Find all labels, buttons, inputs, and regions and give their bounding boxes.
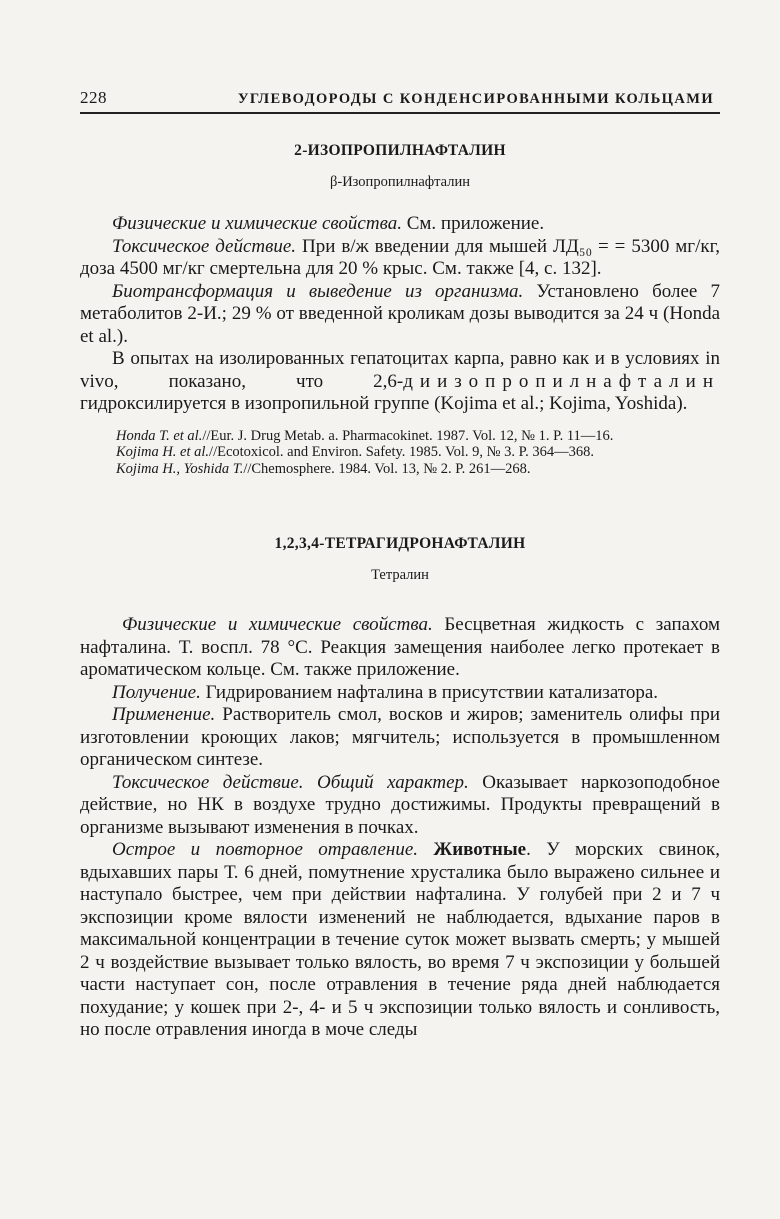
paragraph xyxy=(80,281,720,349)
reference-authors: Kojima H., Yoshida T. xyxy=(116,460,244,477)
reference-text: //Chemosphere. 1984. Vol. 13, № 2. P. 261—268. xyxy=(243,460,531,477)
reference-item xyxy=(80,461,720,478)
paragraph-text: В опытах на изолированных гепатоцитах карпа, равно как и в условиях in vivo, показано, что 2,6- xyxy=(80,348,720,392)
section-title: 1,2,3,4-ТЕТРАГИДРОНАФТАЛИН xyxy=(274,535,526,552)
reference-item xyxy=(80,428,720,445)
section-synonym: Тетралин xyxy=(371,567,429,583)
paragraph-lead: Физические и химические свойства. xyxy=(122,614,433,635)
reference-authors: Honda T. et al. xyxy=(116,427,203,444)
paragraph xyxy=(80,772,720,840)
spaced-term: диизопропилнафталин xyxy=(403,370,720,392)
paragraph-lead: Токсическое действие. Общий характер. xyxy=(112,771,469,793)
page-number: 228 xyxy=(80,88,107,107)
paragraph-text: При в/ж введении для мышей ЛД₅₀ = = 5300 мг/кг, доза 4500 мг/кг смертельна для 20 % крыс. См. также [4, с. 132]. xyxy=(80,235,720,279)
section-title: 2-ИЗОПРОПИЛНАФТАЛИН xyxy=(294,142,506,159)
paragraph-lead: Получение. xyxy=(112,681,201,703)
paragraph xyxy=(80,236,720,281)
paragraph-lead: Применение. xyxy=(112,704,216,725)
paragraph xyxy=(80,348,720,416)
running-title: УГЛЕВОДОРОДЫ С КОНДЕНСИРОВАННЫМИ КОЛЬЦАМИ xyxy=(237,91,714,107)
paragraph-lead: Физические и химические свойства. xyxy=(112,213,402,234)
paragraph xyxy=(80,682,720,705)
paragraph-text: Растворитель смол, восков и жиров; заменитель олифы при изготовлении кроющих лаков; мягчитель; используется в промышленном органическом синтезе. xyxy=(80,704,720,770)
paragraph-text: Бесцветная жидкость с запахом нафталина. Т. воспл. 78 °С. Реакция замещения наиболее легко протекает в ароматическом кольце. См. также приложение. xyxy=(80,614,720,680)
reference-list xyxy=(80,428,720,478)
paragraph-text: Установлено более 7 метаболитов 2-И.; 29 % от введенной кроликам дозы выводится за 24 ч (Honda et al.). xyxy=(80,280,720,347)
section-synonym: β-Изопропилнафталин xyxy=(329,174,470,190)
paragraph-text: См. приложение. xyxy=(401,213,545,234)
paragraph xyxy=(80,614,720,682)
paragraph xyxy=(80,213,720,236)
paragraph-bold: Животные xyxy=(418,839,527,860)
paragraph-text: Гидрированием нафталина в присутствии катализатора. xyxy=(200,681,659,703)
paragraph xyxy=(80,704,720,772)
running-header xyxy=(80,88,720,114)
paragraph-lead: Токсическое действие. xyxy=(112,235,297,257)
page xyxy=(80,88,720,1042)
reference-item xyxy=(80,444,720,461)
reference-text: //Eur. J. Drug Metab. a. Pharmacokinet. 1987. Vol. 12, № 1. P. 11—16. xyxy=(202,427,614,444)
paragraph-text: . У морских свинок, вдыхавших пары Т. 6 дней, помутнение хрусталика было выражено сильнее и наступало быстрее, чем при действии нафталина. У голубей при 2 и 7 ч экспозиции кроме вялости изменений не наблюдается, вдыхание паров в максимальной концентрации в течение суток может вызвать смерть; у мышей 2 ч воздействие вызывает только вялость, во время 7 ч экспозиции у большей части наступает сон, после отравления в течение ряда дней наблюдается похудание; у кошек при 2-, 4- и 5 ч экспозиции только вялость и сонливость, но после отравления иногда в моче следы xyxy=(80,839,721,1040)
paragraph-lead: Биотрансформация и выведение из организма. xyxy=(112,280,524,302)
paragraph-text: гидроксилируется в изопропильной группе (Kojima et al.; Kojima, Yoshida). xyxy=(80,393,688,414)
paragraph-lead: Острое и повторное отравление. xyxy=(112,839,419,860)
reference-text: //Ecotoxicol. and Environ. Safety. 1985. Vol. 9, № 3. P. 364—368. xyxy=(209,444,594,460)
reference-authors: Kojima H. et al. xyxy=(116,444,210,460)
paragraph-text: Оказывает наркозоподобное действие, но НК в воздухе трудно достижимы. Продукты превращений в организме вызывают изменения в почках. xyxy=(80,771,720,838)
paragraph xyxy=(80,839,720,1042)
